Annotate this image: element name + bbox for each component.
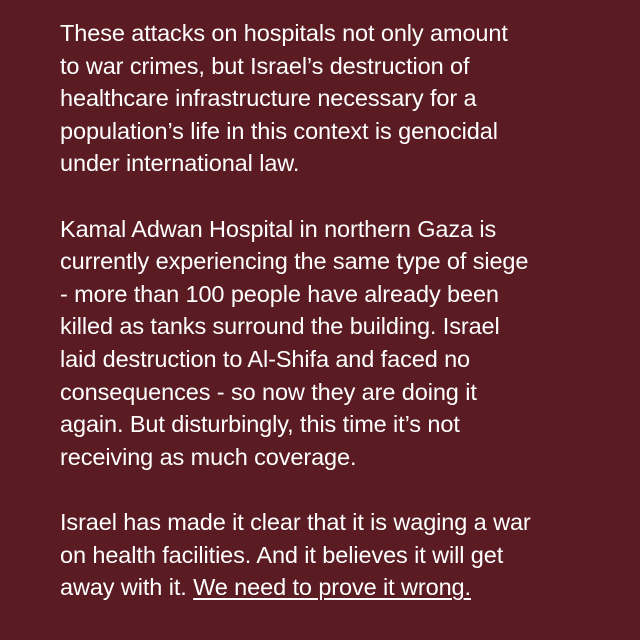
text-line: under international law. (60, 150, 300, 177)
text-line: currently experiencing the same type of siege (60, 248, 529, 275)
paragraph-spacer (60, 180, 600, 213)
text-line: healthcare infrastructure necessary for a (60, 85, 477, 112)
text-line: Kamal Adwan Hospital in northern Gaza is (60, 215, 497, 242)
text-line: These attacks on hospitals not only amount (60, 20, 508, 46)
text-line: laid destruction to Al-Shifa and faced no (60, 345, 471, 372)
paragraph-kamal-adwan (60, 213, 600, 474)
text-line: population’s life in this context is genocidal (60, 117, 498, 144)
paragraph-call-to-action (60, 506, 600, 604)
text-line: on health facilities. And it believes it will get (60, 541, 504, 568)
text-fragment: away with it. (60, 574, 194, 601)
text-line-final (60, 571, 600, 604)
text-line: again. But disturbingly, this time it’s not (60, 411, 460, 438)
paragraph-spacer (60, 473, 600, 506)
text-line: Israel has made it clear that it is waging a war (60, 508, 531, 535)
text-line: killed as tanks surround the building. Israel (60, 313, 500, 340)
paragraph-hospital-attacks (60, 17, 600, 180)
text-line: - more than 100 people have already been (60, 280, 499, 307)
text-line: to war crimes, but Israel’s destruction of (60, 52, 470, 79)
text-line: receiving as much coverage. (60, 443, 357, 470)
underlined-call-to-action: We need to prove it wrong. (193, 574, 471, 601)
text-line: consequences - so now they are doing it (60, 378, 477, 405)
